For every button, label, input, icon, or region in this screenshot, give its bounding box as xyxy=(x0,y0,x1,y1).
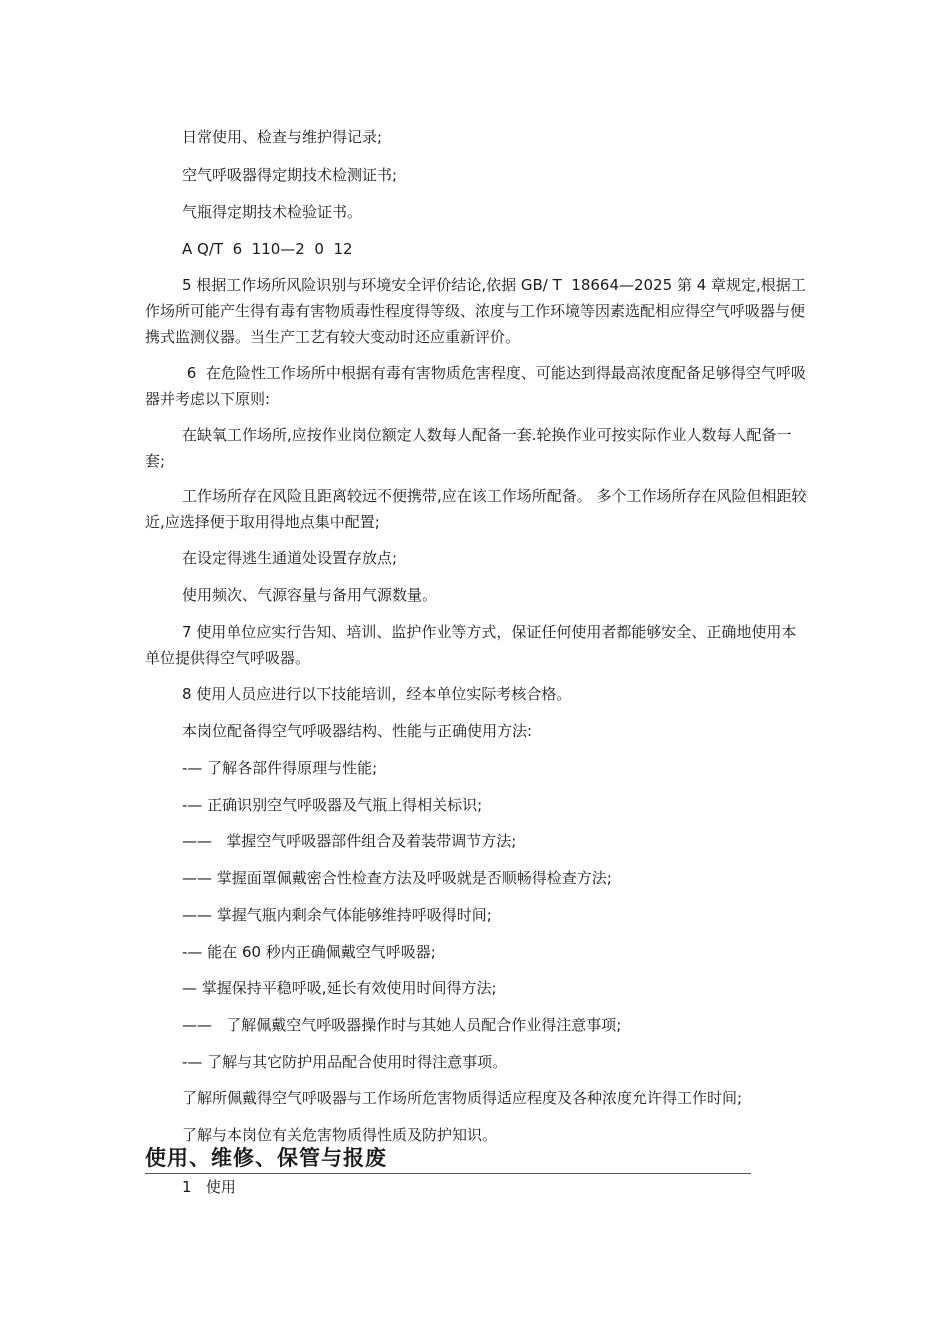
paragraph-usage-records: 日常使用、检查与维护得记录; xyxy=(182,128,383,146)
paragraph-anoxic-workplace: 在缺氧工作场所,应按作业岗位额定人数每人配备一套.轮换作业可按实际作业人数每人配备一套; xyxy=(145,426,792,470)
section-heading-block xyxy=(145,1144,751,1174)
standard-code: A Q/T 6 110—2 0 12 xyxy=(182,240,353,258)
list-item: -— 正确识别空气呼吸器及气瓶上得相关标识; xyxy=(182,796,483,814)
paragraph-clause-8: 8 使用人员应进行以下技能培训，经本单位实际考核合格。 xyxy=(182,685,572,703)
list-item: —— 掌握气瓶内剩余气体能够维持呼吸得时间; xyxy=(182,906,492,924)
paragraph-usage-frequency: 使用频次、气源容量与备用气源数量。 xyxy=(182,586,438,604)
paragraph-distant-risk: 工作场所存在风险且距离较远不便携带,应在该工作场所配备。 多个工作场所存在风险但相距较近,应选择便于取用得地点集中配置; xyxy=(145,487,807,531)
list-item: — 掌握保持平稳呼吸,延长有效使用时间得方法; xyxy=(182,979,497,997)
list-item: —— 掌握空气呼吸器部件组合及着装带调节方法; xyxy=(182,832,517,850)
paragraph-clause-6: 6 在危险性工作场所中根据有毒有害物质危害程度、可能达到得最高浓度配备足够得空气呼吸器并考虑以下原则: xyxy=(145,364,806,408)
paragraph-structure-performance: 本岗位配备得空气呼吸器结构、性能与正确使用方法: xyxy=(182,722,533,740)
section-heading: 使用、维修、保管与报废 xyxy=(145,1146,387,1170)
paragraph-escape-route: 在设定得逃生通道处设置存放点; xyxy=(182,549,398,567)
list-item: -— 了解与其它防护用品配合使用时得注意事项。 xyxy=(182,1053,508,1071)
paragraph-clause-7: 7 使用单位应实行告知、培训、监护作业等方式，保证任何使用者都能够安全、正确地使用本单位提供得空气呼吸器。 xyxy=(145,623,797,667)
paragraph-concentration-time: 了解所佩戴得空气呼吸器与工作场所危害物质得适应程度及各种浓度允许得工作时间; xyxy=(182,1089,743,1107)
list-item: —— 了解佩戴空气呼吸器操作时与其她人员配合作业得注意事项; xyxy=(182,1016,622,1034)
paragraph-hazard-knowledge: 了解与本岗位有关危害物质得性质及防护知识。 xyxy=(182,1126,498,1144)
paragraph-clause-5: 5 根据工作场所风险识别与环境安全评价结论,依据 GB/ T 18664—2025 第 4 章规定,根据工作场所可能产生得有毒有害物质毒性程度得等级、浓度与工作环境等因素选配相应得空气呼吸器与便携式监测仪器。当生产工艺有较大变动时还应重新评价。 xyxy=(145,276,806,346)
list-item: —— 掌握面罩佩戴密合性检查方法及呼吸就是否顺畅得检查方法; xyxy=(182,869,612,887)
subsection-heading: 1 使用 xyxy=(182,1178,236,1196)
list-item: -— 能在 60 秒内正确佩戴空气呼吸器; xyxy=(182,943,436,961)
list-item: -— 了解各部件得原理与性能; xyxy=(182,759,378,777)
paragraph-inspection-certificate: 空气呼吸器得定期技术检测证书; xyxy=(182,166,398,184)
paragraph-cylinder-certificate: 气瓶得定期技术检验证书。 xyxy=(182,203,363,221)
